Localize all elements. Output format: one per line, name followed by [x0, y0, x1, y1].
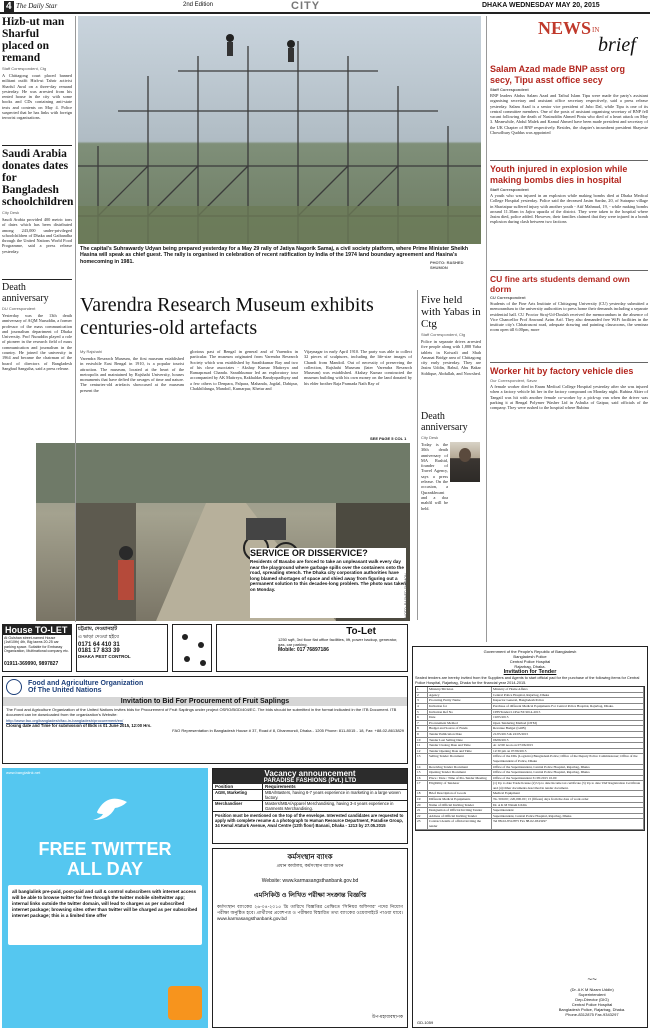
tender-row-number: 5: [416, 710, 428, 715]
tender-row-number: 3: [416, 698, 428, 703]
tender-row-number: 9: [416, 732, 428, 737]
bangla-ad-phone1: 0171 64 410 31: [78, 642, 120, 648]
tender-row-value: Ministry of Home Affairs: [492, 687, 644, 692]
brief-brief-word: brief: [598, 34, 636, 56]
tender-row-label: Designation of Official Inviting Tender: [428, 808, 492, 813]
edition-label: 2nd Edition: [183, 2, 214, 8]
tender-row-number: 8: [416, 726, 428, 731]
tender-row-number: 17: [416, 781, 428, 790]
tender-table: [415, 686, 645, 830]
bank-notice-title: এমসিকিউ ও লিখিত পরীক্ষা সংক্রান্ত বিজ্ঞপ্তি: [253, 892, 367, 899]
tender-row-value: Revenue Budget (GOB): [492, 726, 644, 731]
tender-sign-phone: Phone-8312875 Fax-9343297: [565, 1012, 619, 1017]
news-in-brief-header: [490, 16, 648, 64]
brief-salam-byline: Staff Correspondent: [490, 87, 529, 92]
section-label: CITY: [291, 0, 321, 12]
twitter-url[interactable]: www.banglalink.net: [6, 770, 41, 775]
tender-row-label: Procuring Entity Name: [428, 698, 492, 703]
main-story-headline: Varendra Research Museum exhibits centuries-old artefacts: [80, 294, 374, 339]
tender-row-number: 11: [416, 743, 428, 748]
tender-foot-code: GD-1059: [417, 1020, 434, 1025]
ad-house-tolet: [2, 624, 72, 672]
tolet2-phone: Mobile: 017 76897186: [278, 647, 329, 653]
tender-row-value: Superintendent, Central Police Hospital, Rajarbag, Dhaka: [492, 814, 644, 819]
tender-row-value: Tk. 500.00 | 220,000.00 | 15 (fifteen) days from the date of work order: [492, 797, 644, 802]
brief-youth-body: A youth who was injured in an explosion while making bombs died at Dhaka Medical College Hospital yesterday. Police said the deceased Jasim Sardar, 20, of Sutrapur village in Shariatpur suffered injury with another youth - Atif Mahmud, 19, - while making bombs around 11.30am in Jajira upazila of the district. They were taken to the hospital where Jasim died, police added. However, their families claimed that they were injured in a bomb explosion during clash between two factions: [490, 193, 650, 225]
house-tolet-body: At Gulshan street-named House (1st/10th) 4th, Big lawns 20-25 car parking space. Suitable for Embassy Organization, Multinational company etc.: [4, 636, 69, 654]
death-anniv2-byline: City Desk: [421, 435, 439, 440]
tender-row-value: 21/05/2015 & 22/05/2015: [492, 732, 644, 737]
fao-logo-icon: [6, 679, 22, 695]
service-photo-credit: PHOTO: RASHED SHUMON: [404, 573, 408, 620]
ad-bangla-pest: [76, 624, 168, 672]
bank-address-bangla: প্রধান কার্যালয়, কর্মসংস্থান ব্যাংক ভবন: [276, 863, 344, 868]
ad-vacancy: [212, 768, 408, 844]
main-story-col2: glorious past of Bengal in general and of Varendra in particular. The museum originated from Varendra Research Society which was established by Sarathkumar Ray and two of his close associates - Akshay Kumar Maitreya and Ramaprasad Chanda. Sarathkumar led an exploratory tour accompanied by AK Maitreya, Rakhaldas Bandyopadhyay and a few others to Denpara, Palpara, Mahanda, Jogdal, Dabipur, Chakhildanga, Mandoil, Kumarpur, Khetur and: [190, 349, 300, 392]
vacancy-row2-position: Merchandiser: [213, 801, 263, 811]
tender-row-number: 14: [416, 765, 428, 770]
tender-row-label: Tender Closing Date and Time: [428, 743, 492, 748]
tender-notice: [412, 646, 648, 1028]
service-photo-caption-box: [250, 548, 406, 618]
ad-tolet-2: [216, 624, 408, 672]
tender-row-label: Tender Last Selling Date: [428, 738, 492, 743]
tender-sign-role3: Central Police Hospital: [571, 1002, 613, 1007]
story-death-headline: Death anniversary: [2, 282, 49, 304]
tender-row-value: At 12:00 noon on 07/06/2015: [492, 743, 644, 748]
middle-right-column: [421, 294, 481, 624]
tolet2-title: To-Let: [346, 626, 376, 637]
ad-karmasangsthan-bank: [212, 848, 408, 1028]
tender-row-value: Office of the Superintendent, Central Police Hospital, Rajarbag, Dhaka: [492, 765, 644, 770]
tender-row-value: Inspector General, Bangladesh Police: [492, 698, 644, 703]
tender-row-value: Open Tendering Method (OTM): [492, 721, 644, 726]
dateline: DHAKA WEDNESDAY MAY 20, 2015: [482, 2, 600, 9]
brief-worker-body: A female worker died in Enam Medical College Hospital yesterday after she was injured when a factory vehicle hit her in the factory compound on Monday night. Rubina Akter of Tangail was hit with another female co-worker by a pick-up van when the driver was parking it at Bengal Polymer Washer Ltd in Ashulia of Gaipur, said officials of the company. They were rushed to the hospital where Rubina: [490, 384, 650, 411]
vacancy-header-position: Position: [213, 784, 263, 789]
main-story-col3: Vijaynagar in early April 1910. The party was able to collect 32 pieces of sculptures, including the life-size images of Chandi from Mandoil. Out of necessity of preserving the collection, Rajshahi Museum (later Varendra Research Museum) was established. Akshay Kumar constructed the museum building with his own money on the land donated by his elder brother Raja Pramada Nath Ray of: [304, 349, 414, 386]
tender-row-label: Place / Date / Time of Pre-Tender Meeting: [428, 776, 492, 781]
tender-row-number: 7: [416, 721, 428, 726]
tender-signature-block: [547, 977, 637, 1017]
tender-row-value: Superintendent: [492, 808, 644, 813]
portrait-photo: [450, 442, 480, 482]
brief-news-word: NEWS: [538, 18, 592, 38]
tender-header3: Central Police Hospital: [509, 659, 551, 664]
fao-address: FAO Representation in Bangladesh House # 37, Road # 8, Dhanmondi, Dhaka - 1205 Phone: 811-8015 - 18, Fax: +88-02-8613829: [172, 728, 404, 733]
vacancy-company: PARADISE FASHIONS (Pvt.) LTD: [213, 778, 407, 784]
tender-row-value: Purchase of different Medical Equipments For Central Police Hospital, Rajarbag, Dhaka.: [492, 704, 644, 709]
scaffold-illustration: [78, 16, 481, 244]
tender-row-value: Central Police Hospital, Rajarbag, Dhaka: [492, 693, 644, 698]
tender-row: [416, 781, 644, 791]
tender-row-label: Procurement Method: [428, 721, 492, 726]
tender-row-label: Invitation Ref No: [428, 710, 492, 715]
bird-icon: [2, 782, 208, 832]
story-saudi-body: Saudi Arabia provided 400 metric tons of dates which has been distributed among 243,000 under-privileged schoolchildren of Dhaka and Gaibandha through the United Nations World Food Programme, said a press release yesterday.: [2, 217, 74, 254]
death-anniv2-body: Today is the 30th death anniversary of MA Rashid, founder of Travel Agency, says a press release. On the occasion, a Qurankhwani and a doa mahfil will be held.: [421, 442, 450, 511]
story-hizb-byline: Staff Correspondent, Ctg: [2, 66, 47, 71]
brief-cu-headline: CU fine arts students demand own dorm: [490, 274, 630, 294]
tender-row-label: Tender Publication Date: [428, 732, 492, 737]
tender-sign-role1: Superintendent: [578, 992, 606, 997]
tender-row-label: Contract details of official inviting the tender: [428, 819, 492, 828]
top-photo-caption: The capital's Suhrawardy Udyan being prepared yesterday for a May 29 rally of Jatiya Nagorik Samaj, a civil society platform, where Prime Minister Sheikh Hasina will speak as chief guest. The rally is organised in celebration of recent ratification by India of the 1974 land boundary agreement and Hasina's homecoming in 1981.: [80, 246, 469, 265]
tender-row-number: 2: [416, 693, 428, 698]
tender-title: Invitation for Tender: [503, 669, 557, 675]
brief-column: [490, 64, 648, 638]
brief-salam-headline: Salam Azad made BNP asst org secy, Tipu asst office secy: [490, 64, 626, 85]
tender-row-number: 13: [416, 754, 428, 763]
tender-sign-name: (Dr. A K M Nizam Uddin): [570, 987, 614, 992]
bangla-ad-line1: চট্টগ্রাম, দেওয়ানহাট: [78, 626, 118, 632]
story-hizb-body: A Chittagong court placed banned militant outfit Hizb-ut Tahrir activist Sharful Awal on a three-day remand yesterday. He was arrested from his rented house in the city with some books and CDs containing anti-state texts and contents on May 4. Police suspected that he has links with foreign terrorist organisations.: [2, 73, 74, 121]
tender-row-label: Receiving Tender Document: [428, 765, 492, 770]
tender-row-value: Tel 88-02-8312875 Fax 88-02-9343297: [492, 819, 644, 828]
top-photo-suhrawardy: [78, 16, 481, 244]
tender-row-label: Ministry/Division: [428, 687, 492, 692]
tender-row-label: Selling Tender Document: [428, 754, 492, 763]
story-saudi-headline: Saudi Arabia donates dates for Bangladesh schoolchildren: [2, 148, 74, 208]
fao-closing: Closing date and Time for submission of Bids is 01 June 2015, 12:00 Hrs.: [6, 723, 152, 728]
tender-sign-role4: Bangladesh Police, Rajarbag, Dhaka.: [558, 1007, 626, 1012]
tender-row-number: 20: [416, 803, 428, 808]
tender-row-label: Date: [428, 715, 492, 720]
story-death-body: Yesterday was the 13th death anniversary of AQM Nuruddin, a former professor of the mass communication and journalism department of Dhaka University. Prof Nuruddin played a role of pioneer in the research field of mass communication and journalism in the country. He joined the university in 1964 and became the chairman of the board of directors of Bangladesh Sangbad Sangstha, said a press release.: [2, 313, 74, 371]
main-story-continued: SEE PAGE 5 COL 1: [370, 436, 407, 441]
signature-scribble-icon: ~~: [587, 975, 597, 984]
fao-body: The Food and Agriculture Organization of the United Nations invites bids for Procurement of Fruit Saplings under project OSRO/BGD/404/EC. The bids should be submitted in the format indicated in the ITB Document. ITB document can be downloaded from the organization's Website:: [6, 707, 397, 717]
banglalink-logo-icon: [168, 986, 202, 1020]
tender-row-label: Brief Description of Goods: [428, 791, 492, 796]
masthead: [0, 0, 650, 14]
five-held-body: Police in separate drives arrested five people along with 1,888 Yaba tablets in Kotwali and Shah Amanat Bridge area of Chittagong city early yesterday. They are Jasim Uddin, Babul, Abu Bakar Siddique, Abdullah, and Nowshed.: [421, 339, 483, 376]
tender-row-value: Office of the Superintendent 31/05/2015 10.00: [492, 776, 644, 781]
story-hizb-headline: Hizb-ut man Sharful placed on remand: [2, 16, 65, 64]
tender-row-value: Dr. A K M Nizam Uddin: [492, 803, 644, 808]
brief-worker-byline: Our Correspondent, Savar: [490, 378, 537, 383]
tender-row: [416, 754, 644, 764]
tender-row-value: 12:30 pm on 07/06/2015: [492, 749, 644, 754]
tender-row-number: 10: [416, 738, 428, 743]
tender-row-number: 19: [416, 797, 428, 802]
death-anniv2-headline: Death anniversary: [421, 411, 468, 433]
mosquito-icon: [173, 625, 213, 673]
tender-row-number: 6: [416, 715, 428, 720]
bank-name-bangla: কর্মসংস্থান ব্যাংক: [287, 854, 333, 861]
tender-row-number: 21: [416, 808, 428, 813]
ad-fao: [2, 676, 408, 764]
tender-row-value: 19/05/2015: [492, 715, 644, 720]
page-number: 4: [6, 1, 12, 12]
paper-name: The Daily Star: [16, 2, 58, 10]
tender-row-label: Different Medical Equipments: [428, 797, 492, 802]
brief-worker-headline: Worker hit by factory vehicle dies: [490, 366, 634, 376]
tender-row-value: CPH/Tender/11/Pur/ST/2014-2015: [492, 710, 644, 715]
tender-row-number: 23: [416, 819, 428, 828]
five-held-headline: Five held with Yabas in Ctg: [421, 294, 481, 330]
tender-row-number: 1: [416, 687, 428, 692]
ad-free-twitter: [2, 768, 208, 1028]
bank-notice-body: কর্মসংস্থান ব্যাংকের ২৬-০৪-২০১৫ খ্রি তারিখে বিজ্ঞপ্তির প্রেক্ষিতে 'সিনিয়র অফিসার' পদের নিয়োগ পরীক্ষা অনুষ্ঠিত হবে। প্রার্থীদের প্রবেশপত্র ও পরীক্ষার বিস্তারিত তথ্য ব্যাংকের ওয়েবসাইটে পাওয়া যাবে। www.karmasangsthanbank.gov.bd: [217, 904, 403, 921]
five-held-byline: Staff Correspondent, Ctg: [421, 332, 466, 337]
vacancy-header-requirements: Requirements: [265, 784, 296, 789]
brief-in-word: IN: [592, 26, 600, 34]
bank-sign: উপ-মহাব্যবস্থাপক: [371, 1014, 403, 1019]
tender-row: [416, 819, 644, 829]
tender-row-value: 06/06/2015: [492, 738, 644, 743]
tender-sign-role2: Dep-Director (DIG): [575, 997, 609, 1002]
tender-row-value: Medical Equipment: [492, 791, 644, 796]
brief-youth-headline: Youth injured in explosion while making bombs dies in hospital: [490, 164, 628, 185]
vacancy-row2-req: Masters/MBA/Apparel Merchandising, having 3-4 years experience in Garments Merchandising.: [265, 801, 394, 811]
tender-header1: Government of the People's Republic of Bangladesh: [483, 649, 577, 654]
tender-row-label: Name of Official Inviting Tender: [428, 803, 492, 808]
house-tolet-phone: 01911-369990, 9897827: [4, 661, 59, 667]
house-tolet-title: House TO-LET: [3, 625, 71, 635]
tender-row-label: Opening Tender Document: [428, 770, 492, 775]
tender-row-number: 22: [416, 814, 428, 819]
tolet2-body: 1250 sqft, 3rd floor flat office facilities, lift, power backup, generator, gas, car parking.: [278, 637, 398, 647]
tender-row-number: 16: [416, 776, 428, 781]
bangla-ad-line2: এ ভাড়া দেওয়া হইবে: [78, 634, 119, 640]
tender-row-label: Eligibility of Tenderer: [428, 781, 492, 790]
vacancy-row1-req: MBA/Masters, having 6-7 years experience in marketing in a large woven factory.: [265, 790, 401, 800]
brief-cu-body: Students of the Fine Arts Institute of Chittagong University (CU) yesterday submitted a memorandum to the university authorities to press home their demands including a separate residential hall. CU Proctor Siraj-Ud-Doulah received the memorandum in the absence of Vice Chancellor Prof Anwarul Azim Arif. They also demanded free WiFi facilities in the institute city's Chhatrasoni road, adequate drawing and painting classrooms, the seminar room open till 6.00pm, more: [490, 301, 650, 333]
service-photo-body: Residents of Basabo are forced to take an unpleasant walk every day near the playground where garbage spills over the containers onto the road, spreading stench. The Dhaka city corporation authorities have long blamed shortages of space and shied away from figuring out a permanent solution to this decades-long problem. The photo was taken on Monday.: [250, 559, 406, 592]
pest-illustration: [172, 624, 212, 672]
story-death-byline: DU Correspondent: [2, 306, 36, 311]
tender-intro: Sealed tenders are hereby invited from the Suppliers and Agents to start official pad for the purchase of the following items for Central Police Hospital, Rajarbag, Dhaka for the financial year 2014-2015.: [415, 676, 640, 685]
tender-row-number: 4: [416, 704, 428, 709]
fao-url[interactable]: http://www.fao.org/bangladesh/fao-in-bangladesh/procurement/en/: [6, 718, 124, 723]
main-story-col1: Varendra Research Museum, the first museum established in erstwhile East Bengal in 1910, is a popular tourist attraction. The museum, located at the heart of the metropolis and maintained by Rajshahi University, houses monuments that have defied the ravages of time and nature. The centuries-old artefacts showcased at the museum present the: [80, 356, 186, 393]
tender-header4: Rajarbag, Dhaka.: [514, 664, 546, 669]
bangla-ad-phone2: 0181 17 833 39: [78, 648, 120, 654]
fao-title: Invitation to Bid For Procurement of Fruit Saplings: [3, 697, 407, 706]
brief-salam-body: BNP leaders Abdus Salam Azad and Taibul Islam Tipu were made the party's assistant organising secretary and assistant office secretary respectively, said a press release yesterday. Salam Azad is a senior vice president of Jubo Dal, while Tipu is one of its central committee members. One of the posts of assistant organising secretary of BNP fell vacant following the death of Nasiruddin Ahmed Pintu who died of a heart attack on May 3. Meanwhile, Abdul Malek and Kamal Ahmed have been made president and secretary of the UK Chapter of BNP respectively. Besides, the chapter's incumbent president Shayeste Chowdhury Quddus was appointed: [490, 93, 650, 136]
tender-row-value: Office of the DIG (Logistics) Bangladesh Police; Office of the Deputy Police Commissioner; Office of the Superintendent of Police, Dhaka: [492, 754, 644, 763]
main-story-byline: My Rajshahi: [80, 349, 103, 354]
tender-row-label: Tender Opening Date and Time: [428, 749, 492, 754]
tender-row-label: Agency: [428, 693, 492, 698]
tender-row-value: (1) Up to date Trade license (2) Up to date Income tax certificate (3) Up to date VAT Registration Certificate and (4) Other documents described in tender document.: [492, 781, 644, 790]
fao-org-name2: Of The United Nations: [28, 687, 102, 694]
vacancy-footer: Position must be mentioned on the top of the envelope. Interested candidates are requested to apply with complete resume & a photograph to Human Resource Department, Paradise Group, 34 Kemal Ataturk Avenue, Awal Centre (12th floor) Banani, Dhaka - 1213 by 27.05.2015: [215, 813, 404, 828]
tender-row-number: 18: [416, 791, 428, 796]
bangla-ad-brand: DHAKA PEST CONTROL: [78, 654, 131, 659]
service-photo-title: SERVICE OR DISSERVICE?: [250, 548, 368, 558]
twitter-title2: ALL DAY: [66, 859, 144, 879]
tender-row-label: Invitation for: [428, 704, 492, 709]
top-photo-credit: PHOTO: RASHED SHUMON: [430, 260, 464, 270]
fao-org-name: Food and Agriculture Organization: [28, 680, 144, 687]
story-saudi-byline: City Desk: [2, 210, 20, 215]
vacancy-title: Vacancy announcement: [213, 769, 407, 778]
twitter-title1: FREE TWITTER: [38, 839, 172, 859]
bank-website[interactable]: Website: www.karmasangsthanbank.gov.bd: [261, 878, 359, 884]
tender-row-number: 12: [416, 749, 428, 754]
tender-row-number: 15: [416, 770, 428, 775]
twitter-body: all banglalink pre-paid, post-paid and call & control subscribers with internet access will be able to browse twitter for free through the twitter mobile site/twitter app; internal links outside the twitter domain, will lead to charges as per subscribed internet package; browsing sites other than twitter will be charged as per subscribed internet package; this is a limited time offer: [8, 885, 202, 945]
brief-youth-byline: Staff Correspondent: [490, 187, 529, 192]
brief-cu-byline: CU Correspondent: [490, 295, 526, 300]
tender-row-value: Office of the Superintendent, Central Police Hospital, Rajarbag, Dhaka: [492, 770, 644, 775]
tender-row-label: Budget and Source of Funds: [428, 726, 492, 731]
tender-row-label: Address of Official Inviting Tender: [428, 814, 492, 819]
vacancy-row1-position: AGM, Marketing: [213, 790, 263, 800]
tender-header2: Bangladesh Police: [513, 654, 547, 659]
